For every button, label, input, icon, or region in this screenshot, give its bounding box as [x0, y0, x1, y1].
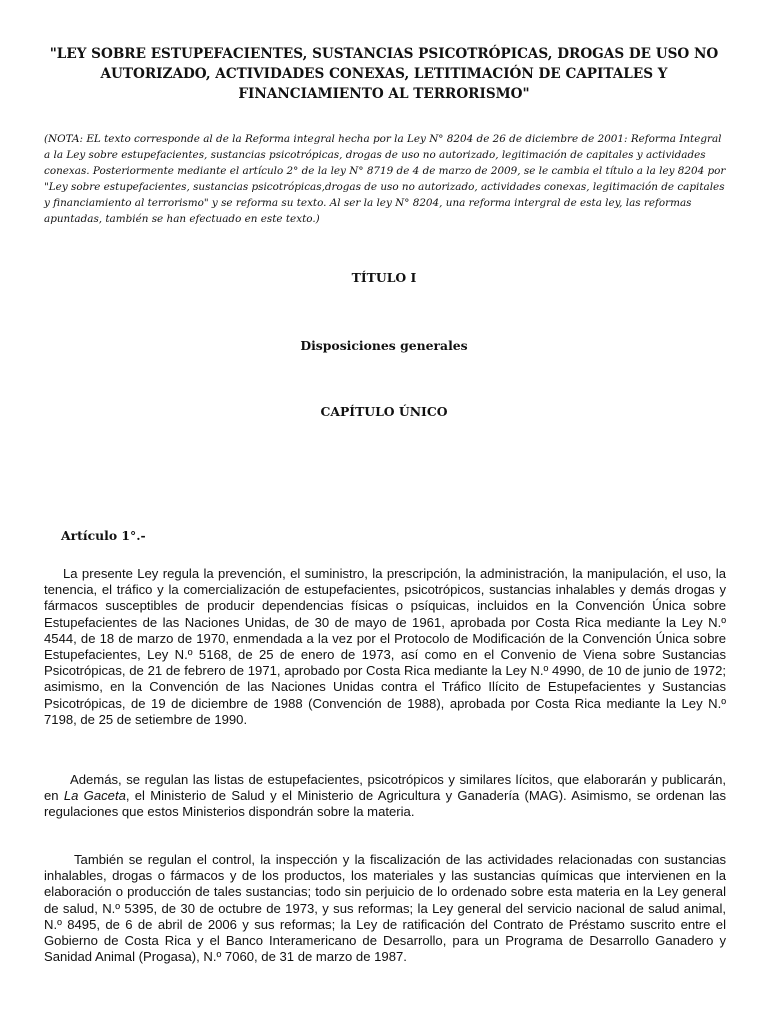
title-heading: TÍTULO I	[351, 270, 417, 285]
chapter-heading: CAPÍTULO ÚNICO	[320, 404, 448, 419]
article-paragraph-1: La presente Ley regula la prevención, el suministro, la prescripción, la administración, la manipulación, el uso, la tenencia, el tráfico y la comercialización de estupefacientes, psicotrópicos, sustancias inhalables y demás drogas y fármacos susceptibles de producir dependencias físicas o psíquicas, incluidos en la Convención Única sobre Estupefacientes de las Naciones Unidas, de 30 de mayo de 1961, aprobada por Costa Rica mediante la Ley N.º 4544, de 18 de marzo de 1970, enmendada a la vez por el Protocolo de Modificación de la Convención Única sobre Estupefacientes, Ley N.º 5168, de 25 de enero de 1973, así como en el Convenio de Viena sobre Sustancias Psicotrópicas, de 21 de febrero de 1971, aprobado por Costa Rica mediante la Ley N.º 4990, de 10 de junio de 1972; asimismo, en la Convención de las Naciones Unidas contra el Tráfico Ilícito de Estupefacientes y Sustancias Psicotrópicas, de 19 de diciembre de 1988 (Convención de 1988), aprobada por Costa Rica mediante la Ley N.º 7198, de 25 de setiembre de 1990.	[44, 566, 726, 727]
general-provisions-heading: Disposiciones generales	[300, 338, 468, 353]
paragraph-2-text-b: , el Ministerio de Salud y el Ministerio de Agricultura y Ganadería (MAG). Asimismo, se ordenan las regulaciones que estos Ministerios dispondrán sobre la materia.	[44, 788, 727, 820]
article-heading: Artículo 1°.-	[61, 528, 146, 543]
gazette-name: La Gaceta	[63, 788, 126, 804]
article-paragraph-3: También se regulan el control, la inspección y la fiscalización de las actividades relacionadas con sustancias inhalables, drogas o fármacos y de los productos, los materiales y las sustancias químicas que intervienen en la elaboración o producción de tales sustancias; todo sin perjuicio de lo ordenado sobre esta materia en la Ley general de salud, N.º 5395, de 30 de octubre de 1973, y sus reformas; la Ley general del servicio nacional de salud animal, N.º 8495, de 6 de abril de 2006 y sus reformas; la Ley de ratificación del Contrato de Préstamo suscrito entre el Gobierno de Costa Rica y el Banco Interamericano de Desarrollo, para un Programa de Desarrollo Ganadero y Sanidad Animal (Progasa), N.º 7060, de 31 de marzo de 1987.	[44, 852, 726, 965]
paragraph-2-text-a: Además, se regulan las listas de estupefacientes, psicotrópicos y similares lícitos, que elaborarán y publicarán, en	[44, 772, 726, 804]
law-title: "LEY SOBRE ESTUPEFACIENTES, SUSTANCIAS PSICOTRÓPICAS, DROGAS DE USO NO AUTORIZADO, ACTIVIDADES CONEXAS, LETITIMACIÓN DE CAPITALES Y FINANCIAMIENTO AL TERRORISMO"	[49, 46, 719, 102]
reform-note: (NOTA: EL texto corresponde al de la Reforma integral hecha por la Ley N° 8204 de 26 de diciembre de 2001: Reforma Integral a la Ley sobre estupefacientes, sustancias psicotrópicas, drogas de uso no autorizado, legitimación de capitales y actividades conexas. Posteriormente mediante el artículo 2° de la ley N° 8719 de 4 de marzo de 2009, se le cambia el título a la ley 8204 por "Ley sobre estupefacientes, sustancias psicotrópicas,drogas de uso no autorizado, actividades conexas, legitimación de capitales y financiamiento al terrorismo" y se reforma su texto. Al ser la ley N° 8204, una reforma intergral de esta ley, las reformas apuntadas, también se han efectuado en este texto.)	[44, 133, 726, 225]
article-paragraph-2	[44, 772, 726, 821]
